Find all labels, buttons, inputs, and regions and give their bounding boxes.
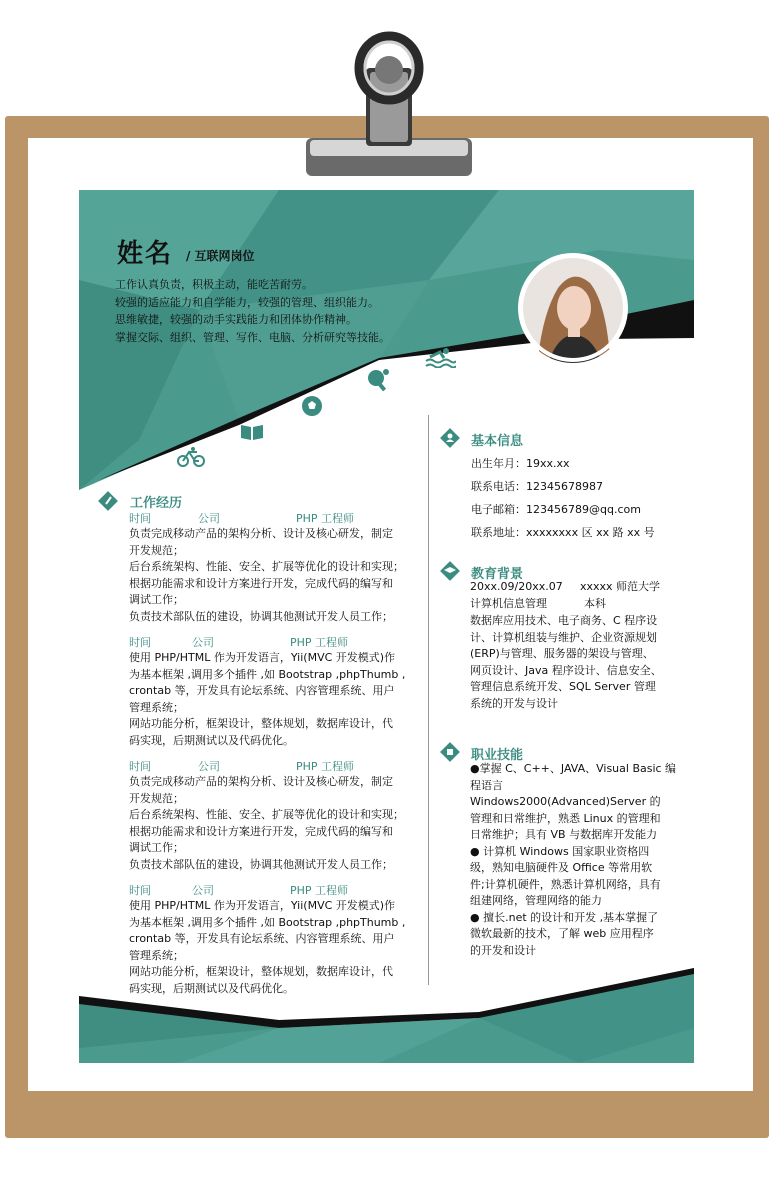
person-icon: [439, 427, 461, 449]
column-divider: [428, 415, 429, 985]
binder-clip-icon: [296, 28, 482, 178]
pen-icon: [97, 490, 119, 512]
course-line: 管理信息系统开发、SQL Server 管理: [470, 680, 656, 693]
experience-title: 工作经历: [130, 496, 183, 511]
skill-line: 微软最新的技术，了解 web 应用程序: [470, 927, 654, 940]
job-title: / 互联网岗位: [186, 249, 255, 263]
course-line: 数据库应用技术、电子商务、C 程序设: [470, 614, 658, 627]
skill-line: 的开发和设计: [470, 943, 536, 957]
intro-text: [115, 276, 415, 346]
entry-line: 网站功能分析，框架设计，整体规划，数据库设计，代: [129, 965, 393, 978]
entry-time: 时间: [129, 884, 151, 897]
entry-line: 使用 PHP/HTML 作为开发语言，Yii(MVC 开发模式)作: [129, 899, 396, 912]
entry-position: PHP 工程师: [290, 884, 349, 897]
intro-line: 思维敏捷，较强的动手实践能力和团体协作精神。: [115, 313, 357, 326]
entry-position: PHP 工程师: [290, 636, 349, 649]
swimming-icon: [424, 346, 456, 368]
education-degree: 本科: [584, 597, 606, 610]
skill-line: 日常维护；具有 VB 与数据库开发能力: [470, 828, 658, 841]
avatar: [518, 253, 628, 363]
entry-company: 公司: [192, 636, 214, 649]
skill-line: Windows2000(Advanced)Server 的: [470, 795, 661, 808]
entry-line: 根据功能需求和设计方案进行开发，完成代码的编写和: [129, 576, 393, 590]
intro-line: 较强的适应能力和自学能力，较强的管理、组织能力。: [115, 295, 379, 309]
intro-line: 掌握交际、组织、管理、写作、电脑、分析研究等技能。: [115, 330, 390, 344]
entry-line: 管理系统；: [129, 948, 184, 962]
skill-line: ● 计算机 Windows 国家职业资格四: [470, 844, 650, 858]
education-title: 教育背景: [471, 567, 524, 582]
skills-text: [470, 761, 695, 959]
entry-company: 公司: [192, 884, 214, 897]
skill-line: ● 擅长.net 的设计和开发 ,基本掌握了: [470, 910, 659, 924]
graduation-cap-icon: [439, 560, 461, 582]
table-tennis-icon: [364, 368, 390, 392]
entry-line: 负责技术部队伍的建设，协调其他测试开发人员工作；: [129, 857, 393, 871]
skills-title: 职业技能: [471, 748, 524, 763]
entry-line: 负责完成移动产品的架构分析、设计及核心研发，制定: [129, 527, 393, 540]
skill-line: 管理和日常维护，熟悉 Linux 的管理和: [470, 811, 661, 825]
course-line: (ERP)与管理、服务器的架设与管理、: [470, 647, 654, 660]
entry-line: 网站功能分析，框架设计，整体规划，数据库设计，代: [129, 717, 393, 730]
info-phone: 联系电话：12345678987: [471, 480, 603, 493]
info-email: 电子邮箱：123456789@qq.com: [471, 503, 641, 516]
entry-company: 公司: [198, 760, 220, 773]
entry-line: 使用 PHP/HTML 作为开发语言，Yii(MVC 开发模式)作: [129, 651, 396, 664]
skill-line: 件;计算机硬件，熟悉计算机网络，具有: [470, 877, 661, 891]
bicycle-icon: [176, 446, 206, 468]
skill-line: 组建网络，管理网络的能力: [470, 894, 602, 907]
education-school: xxxxx 师范大学: [580, 580, 661, 593]
entry-line: 码实现，后期测试以及代码优化。: [129, 733, 294, 747]
course-line: 计、计算机组装与维护、企业资源规划: [470, 630, 657, 644]
skill-line: 程语言: [470, 778, 503, 792]
book-icon: [239, 422, 265, 442]
education-courses: [470, 613, 695, 712]
entry-time: 时间: [129, 636, 151, 649]
entry-line: 负责完成移动产品的架构分析、设计及核心研发，制定: [129, 775, 393, 788]
skill-line: 级，熟知电脑硬件及 Office 等常用软: [470, 861, 653, 874]
course-line: 系统的开发与设计: [470, 696, 558, 710]
entry-line: 为基本框架 ,调用多个插件 ,如 Bootstrap ,phpThumb ,: [129, 915, 406, 929]
entry-position: PHP 工程师: [296, 760, 355, 773]
entry-line: 根据功能需求和设计方案进行开发，完成代码的编写和: [129, 824, 393, 838]
entry-time: 时间: [129, 512, 151, 525]
skill-line: ●掌握 C、C++、JAVA、Visual Basic 编: [470, 762, 677, 775]
entry-line: 调试工作；: [129, 841, 184, 854]
info-birth: 出生年月：19xx.xx: [471, 457, 570, 470]
entry-company: 公司: [198, 512, 220, 525]
entry-line: 开发规范；: [129, 791, 184, 805]
intro-line: 工作认真负责，积极主动，能吃苦耐劳。: [115, 278, 313, 291]
entry-line: 后台系统架构、性能、安全、扩展等优化的设计和实现；: [129, 560, 404, 573]
entry-line: crontab 等，开发具有论坛系统、内容管理系统、用户: [129, 684, 395, 697]
course-line: 网页设计、Java 程序设计、信息安全、: [470, 663, 662, 677]
entry-line: 负责技术部队伍的建设，协调其他测试开发人员工作；: [129, 609, 393, 623]
info-address: 联系地址：xxxxxxxx 区 xx 路 xx 号: [471, 526, 655, 539]
entry-time: 时间: [129, 760, 151, 773]
entry-line: 为基本框架 ,调用多个插件 ,如 Bootstrap ,phpThumb ,: [129, 667, 406, 681]
education-major: 计算机信息管理: [470, 597, 547, 610]
basic-info-title: 基本信息: [471, 434, 524, 449]
entry-line: 码实现，后期测试以及代码优化。: [129, 981, 294, 995]
education-period: 20xx.09/20xx.07: [470, 580, 563, 593]
resume-name: 姓名: [117, 239, 174, 269]
entry-line: 管理系统；: [129, 700, 184, 714]
entry-position: PHP 工程师: [296, 512, 355, 525]
entry-line: crontab 等，开发具有论坛系统、内容管理系统、用户: [129, 932, 395, 945]
cube-icon: [439, 741, 461, 763]
soccer-ball-icon: [300, 394, 324, 418]
entry-line: 后台系统架构、性能、安全、扩展等优化的设计和实现；: [129, 808, 404, 821]
entry-line: 开发规范；: [129, 543, 184, 557]
entry-line: 调试工作；: [129, 593, 184, 606]
